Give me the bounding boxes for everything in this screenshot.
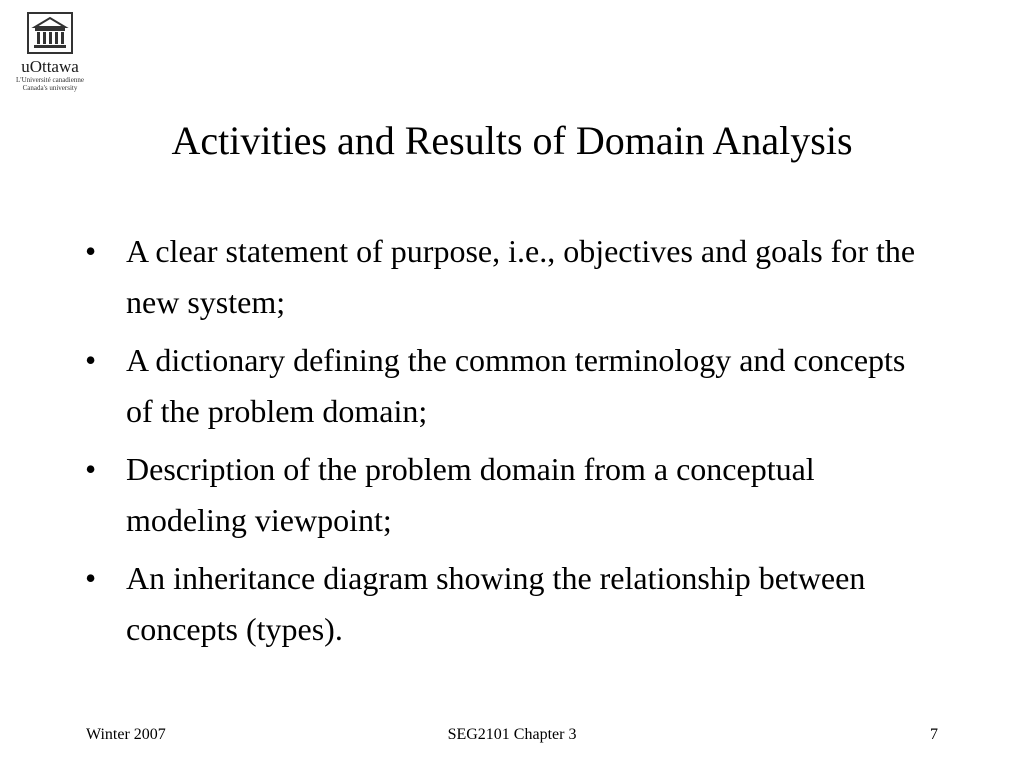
bullet-dot: • bbox=[85, 342, 97, 378]
footer-date: Winter 2007 bbox=[86, 726, 166, 743]
bullet-dot: • bbox=[85, 233, 97, 269]
logo-tagline-english: Canada's university bbox=[22, 84, 78, 92]
bullet-dot: • bbox=[85, 451, 97, 487]
bullet-item bbox=[85, 553, 935, 655]
bullet-text: Description of the problem domain from a conceptual modeling viewpoint; bbox=[126, 451, 815, 538]
bullet-item bbox=[85, 226, 935, 328]
bullet-text: An inheritance diagram showing the relationship between concepts (types). bbox=[126, 560, 866, 647]
slide-title: Activities and Results of Domain Analysis bbox=[171, 118, 853, 163]
footer-course: SEG2101 Chapter 3 bbox=[447, 726, 577, 743]
bullet-text: A clear statement of purpose, i.e., objectives and goals for the new system; bbox=[126, 233, 916, 320]
bullet-dot: • bbox=[85, 560, 97, 596]
bullet-item bbox=[85, 335, 935, 437]
footer-page-number: 7 bbox=[930, 726, 938, 743]
university-logo bbox=[10, 12, 90, 92]
bullet-list bbox=[85, 226, 935, 662]
university-building-icon bbox=[27, 12, 73, 54]
logo-name: uOttawa bbox=[21, 57, 79, 76]
bullet-item bbox=[85, 444, 935, 546]
bullet-text: A dictionary defining the common terminology and concepts of the problem domain; bbox=[126, 342, 906, 429]
logo-tagline-french: L'Université canadienne bbox=[16, 76, 84, 84]
